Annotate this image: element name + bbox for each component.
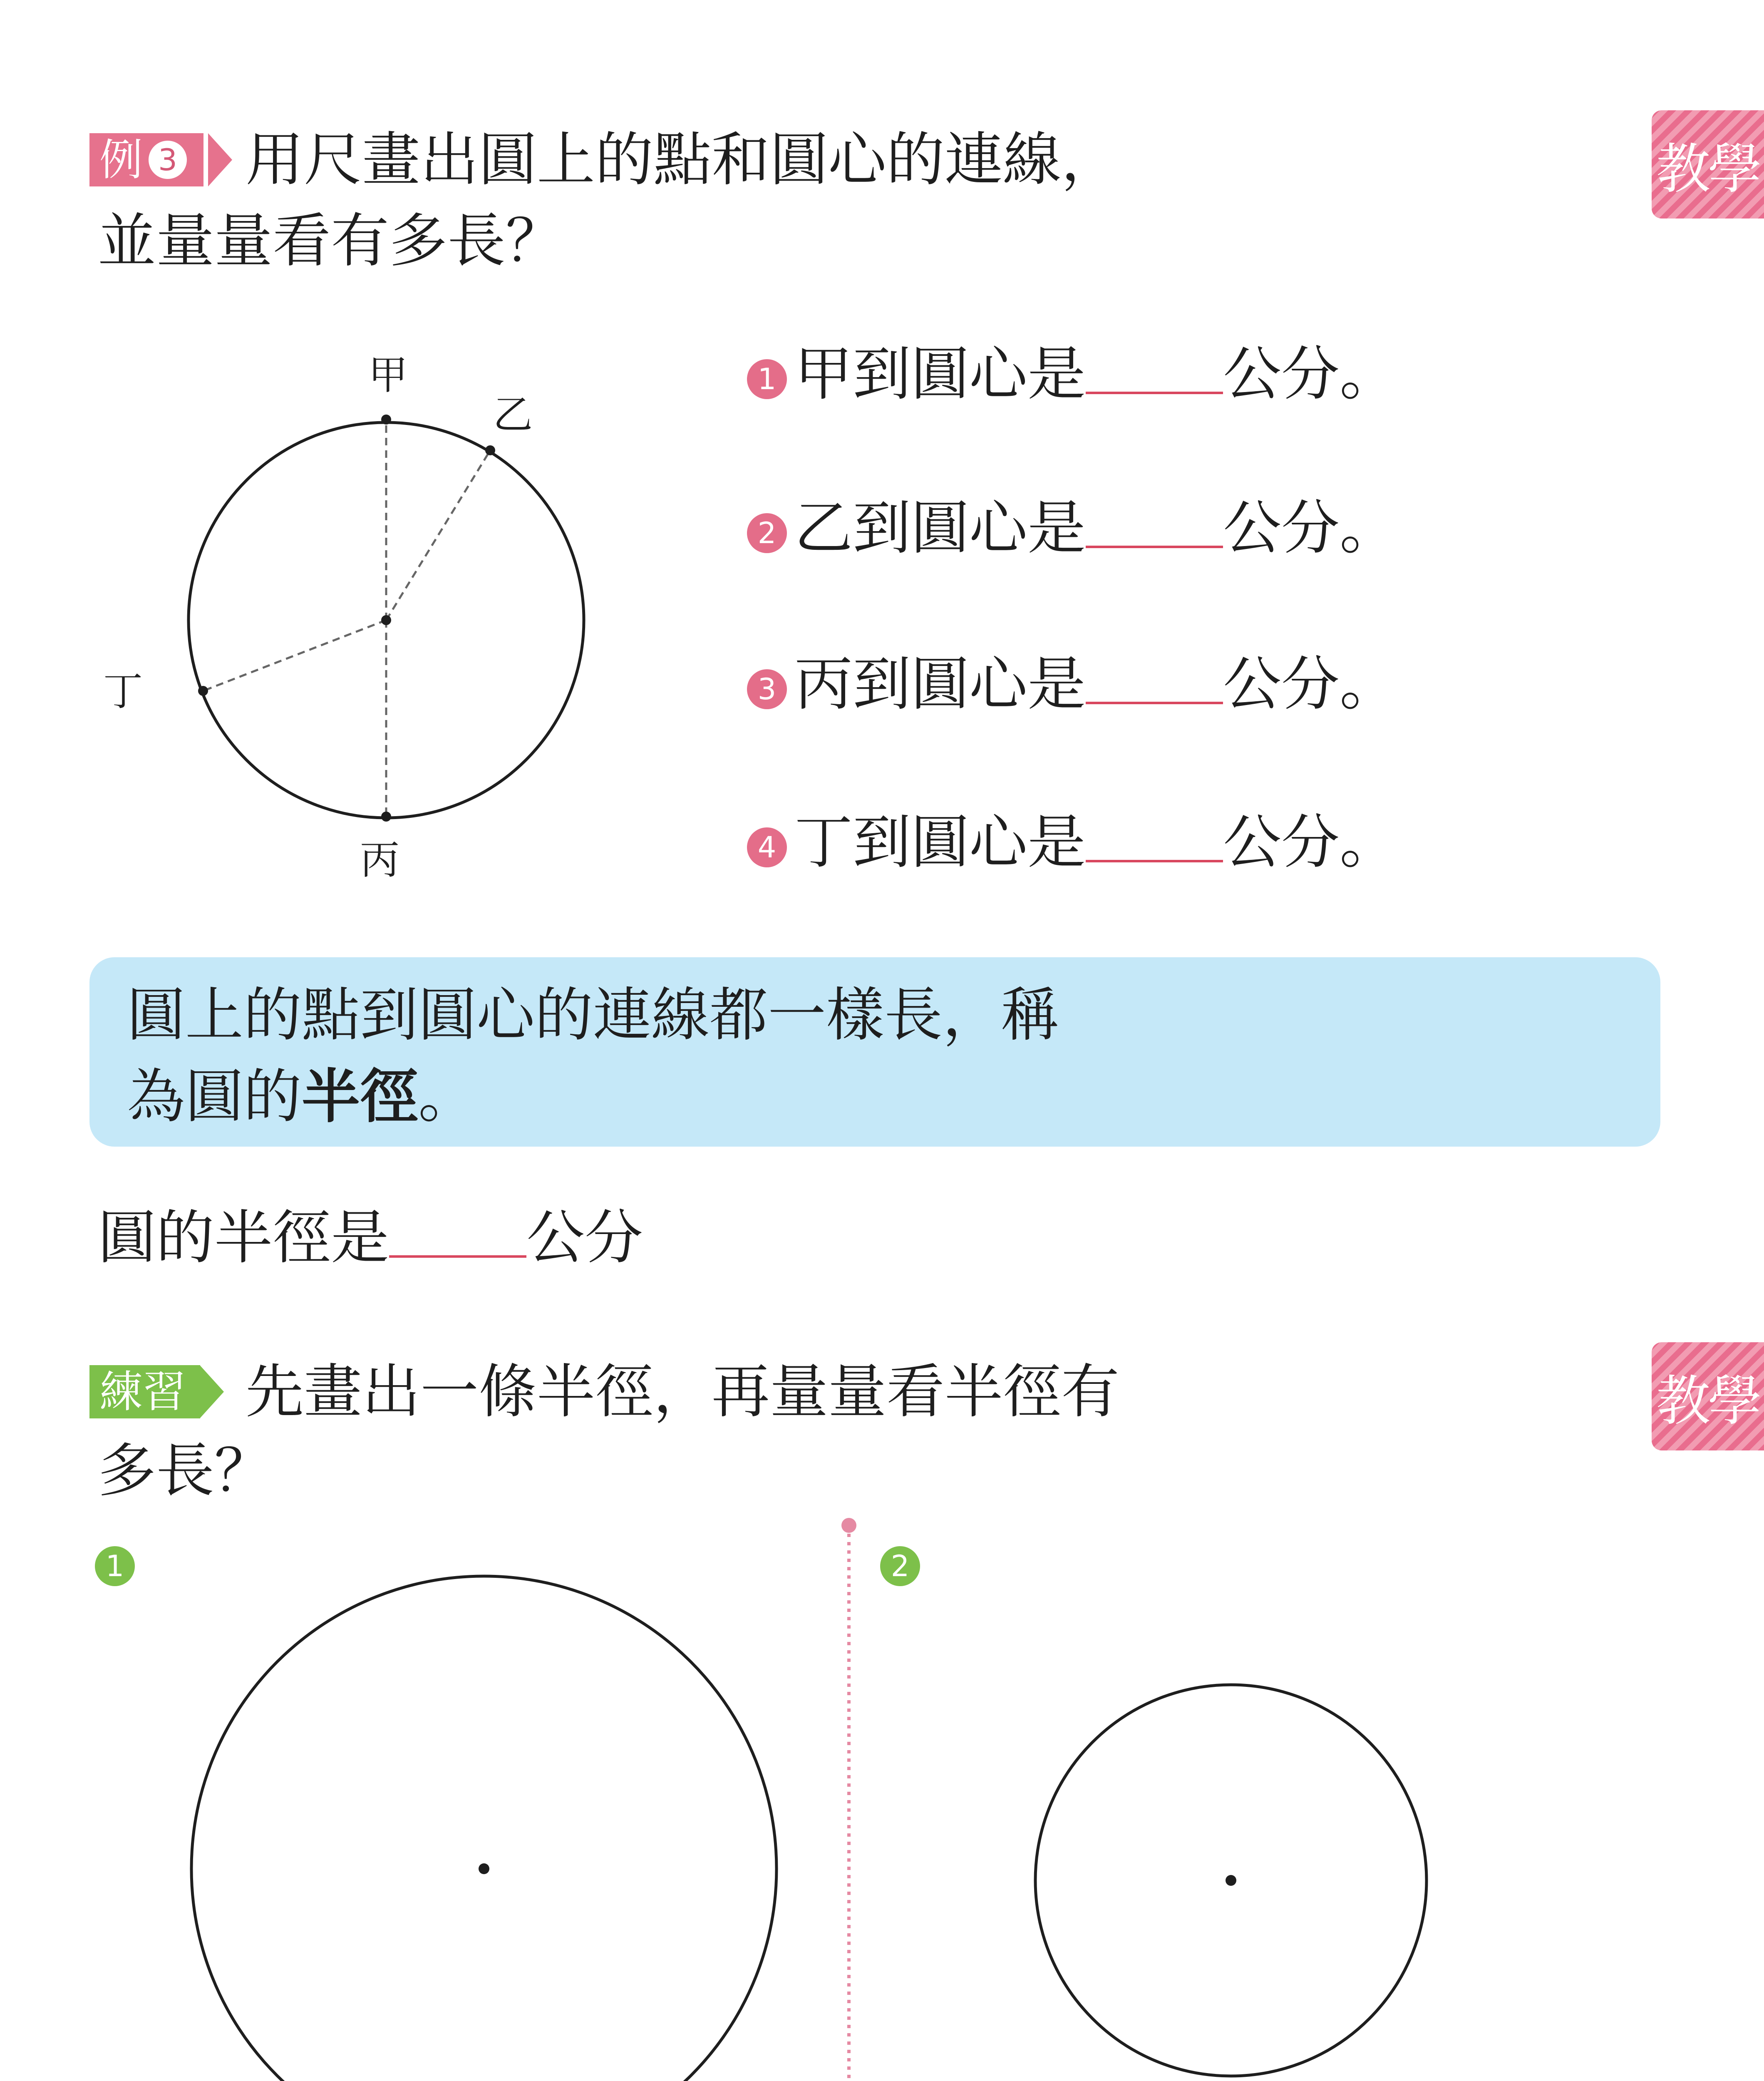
- radius-answer-line: [98, 1204, 643, 1272]
- point-label-yi: 乙: [493, 392, 533, 438]
- question-3-answer-blank[interactable]: [1086, 660, 1223, 704]
- question-2-end: 。: [1340, 494, 1398, 562]
- question-4-unit: 公分: [1223, 809, 1340, 877]
- question-1-end: 。: [1340, 340, 1398, 408]
- point-label-ding: 丁: [103, 669, 143, 715]
- question-4-end: 。: [1340, 809, 1398, 877]
- question-2-text: 乙到圓心是: [794, 494, 1086, 562]
- point-label-bing: 丙: [360, 837, 400, 883]
- practice-item-2: [880, 1546, 928, 1586]
- example-tag-number: 3: [149, 141, 187, 179]
- question-3-unit: 公分: [1223, 651, 1340, 718]
- practice-question-line2: 多長？: [98, 1437, 273, 1505]
- definition-term-radius: 半徑: [302, 1063, 419, 1131]
- radius-answer-unit: 公分: [526, 1204, 643, 1272]
- question-4-badge: 4: [747, 827, 787, 867]
- question-1-answer-blank[interactable]: [1086, 350, 1223, 394]
- question-3-end: 。: [1340, 651, 1398, 718]
- practice-question-line1: 先畫出一條半徑，再量量看半徑有: [246, 1358, 1120, 1426]
- question-3: [747, 651, 1398, 718]
- radius-answer-text: 圓的半徑是: [98, 1204, 390, 1272]
- question-1-unit: 公分: [1223, 340, 1340, 408]
- definition-line2: [127, 1063, 477, 1131]
- question-3-text: 丙到圓心是: [794, 651, 1086, 718]
- teaching-side-label-2: 教學: [1652, 1342, 1764, 1450]
- practice-circles: [191, 1518, 1427, 2081]
- example-circle-diagram: [189, 415, 584, 822]
- definition-line1: 圓上的點到圓心的連線都一樣長，稱: [127, 981, 1059, 1049]
- example-question-line1: 用尺畫出圓上的點和圓心的連線，: [246, 126, 1120, 194]
- question-4-text: 丁到圓心是: [794, 809, 1086, 877]
- question-2-badge: 2: [747, 513, 787, 553]
- definition-line2-pre: 為圓的: [127, 1063, 302, 1131]
- practice-tag-arrow: [200, 1365, 224, 1418]
- question-3-badge: 3: [747, 669, 787, 709]
- example-tag-label: 例: [99, 134, 143, 185]
- question-1-text: 甲到圓心是: [794, 340, 1086, 408]
- question-1-badge: 1: [747, 359, 787, 399]
- point-label-jia: 甲: [368, 353, 408, 398]
- question-4-answer-blank[interactable]: [1086, 818, 1223, 862]
- practice-tag: [89, 1365, 200, 1418]
- definition-line2-post: 。: [418, 1063, 477, 1131]
- question-2: [747, 494, 1398, 562]
- teaching-side-label-1: 教學: [1652, 110, 1764, 219]
- practice-tag-label: 練習: [99, 1366, 186, 1417]
- question-2-unit: 公分: [1223, 494, 1340, 562]
- practice-item-1-badge: 1: [95, 1546, 135, 1586]
- radius-answer-blank[interactable]: [389, 1214, 526, 1258]
- question-2-answer-blank[interactable]: [1086, 504, 1223, 548]
- question-4: [747, 809, 1398, 877]
- practice-item-2-badge: 2: [880, 1546, 920, 1586]
- question-1: [747, 340, 1398, 408]
- practice-item-1: [95, 1546, 142, 1586]
- example-question-line2: 並量量看有多長？: [98, 207, 564, 275]
